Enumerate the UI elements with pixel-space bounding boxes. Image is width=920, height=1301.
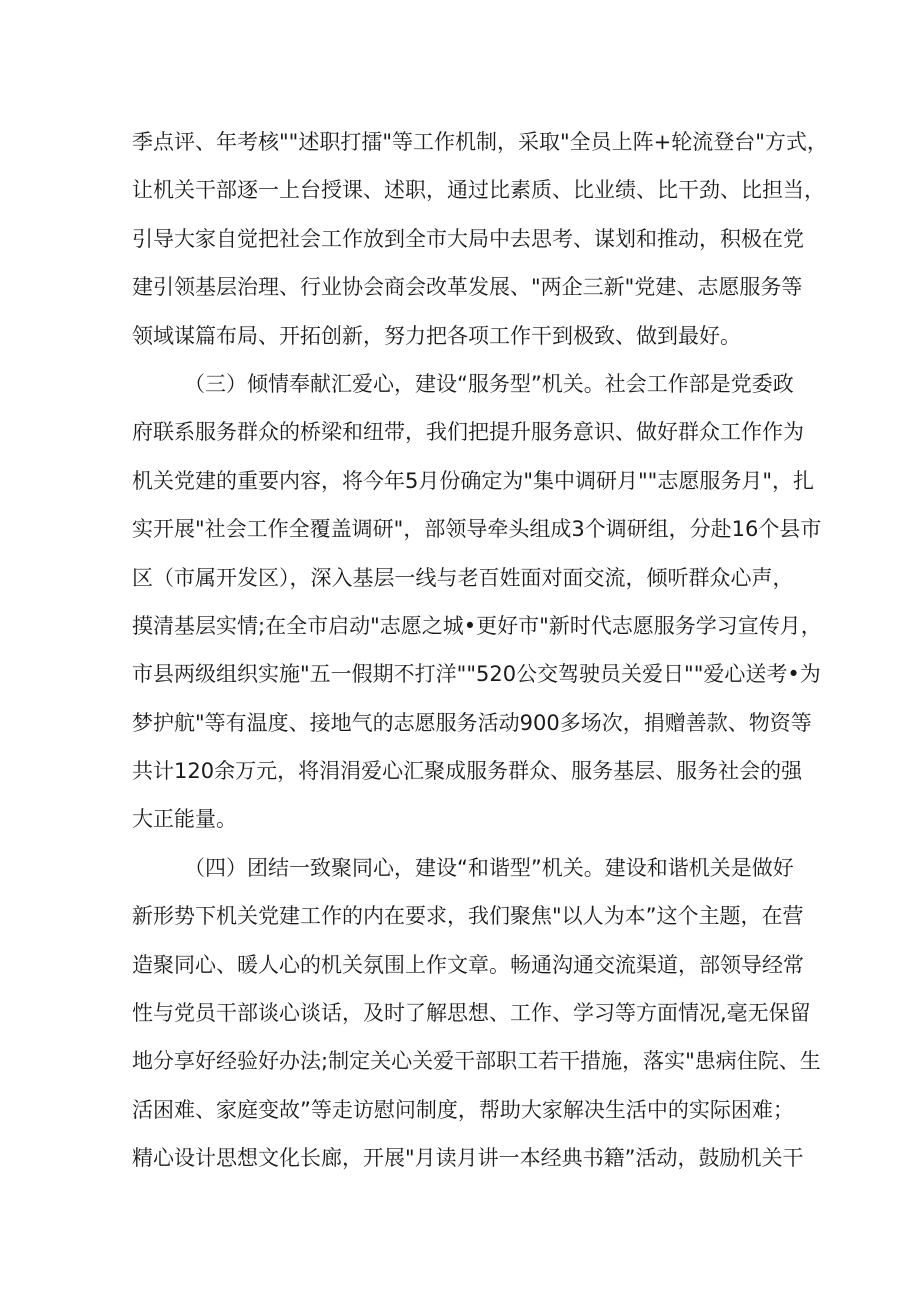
text-line: 机关党建的重要内容，将今年5月份确定为"集中调研月""志愿服务月"，扎 [132,468,814,493]
text-line: 引导大家自觉把社会工作放到全市大局中去思考、谋划和推动，积极在党 [132,226,804,251]
text-line: 新形势下机关党建工作的内在要求，我们聚焦"以人为本”这个主题，在营 [132,904,804,929]
paragraph-continued [132,118,828,360]
text-line: 活困难、家庭变故”等走访慰问制度，帮助大家解决生活中的实际困难； [132,1097,794,1122]
text-line: 摸清基层实情;在全市启动"志愿之城•更好市"新时代志愿服务学习宣传月， [132,613,822,638]
text-line: 梦护航"等有温度、接地气的志愿服务活动900多场次，捐赠善款、物资等 [132,710,812,735]
text-line: 府联系服务群众的桥梁和纽带，我们把提升服务意识、做好群众工作作为 [132,420,804,445]
text-line: 性与党员干部谈心谈话，及时了解思想、工作、学习等方面情况,毫无保留 [132,1001,811,1026]
text-line: 领域谋篇布局、开拓创新，努力把各项工作干到极致、做到最好。 [132,323,741,348]
text-line: 让机关干部逐一上台授课、述职，通过比素质、比业绩、比干劲、比担当， [132,178,825,203]
text-line: 建引领基层治理、行业协会商会改革发展、"两企三新"党建、志愿服务等 [132,275,803,300]
text-line: 实开展"社会工作全覆盖调研"，部领导牵头组成3个调研组，分赴16个县市 [132,517,822,542]
text-line: 区（市属开发区），深入基层一线与老百姓面对面交流，倾听群众心声， [132,565,794,590]
body-text [132,118,828,1183]
text-line: 共计120余万元，将涓涓爱心汇聚成服务群众、服务基层、服务社会的强 [132,759,803,784]
text-line: 季点评、年考核""述职打擂"等工作机制，采取"全员上阵+轮流登台"方式， [132,130,828,154]
text-line: 精心设计思想文化长廊，开展"月读月讲一本经典书籍”活动，鼓励机关干 [132,1146,804,1171]
section-heading-line: （三）倾情奉献汇爱心，建设“服务型”机关。社会工作部是党委政 [184,371,794,396]
section-heading-line: （四）团结一致聚同心，建设“和谐型”机关。建设和谐机关是做好 [184,855,794,880]
text-line: 大正能量。 [132,807,237,832]
paragraph-section-3 [132,360,822,844]
paragraph-section-4 [132,844,821,1183]
text-line: 造聚同心、暖人心的机关氛围上作文章。畅通沟通交流渠道，部领导经常 [132,952,804,977]
text-line: 市县两级组织实施"五一假期不打洋""520公交驾驶员关爱日""爱心送考•为 [132,662,821,687]
text-line: 地分享好经验好办法;制定关心关爱干部职工若干措施，落实"患病住院、生 [132,1049,821,1074]
